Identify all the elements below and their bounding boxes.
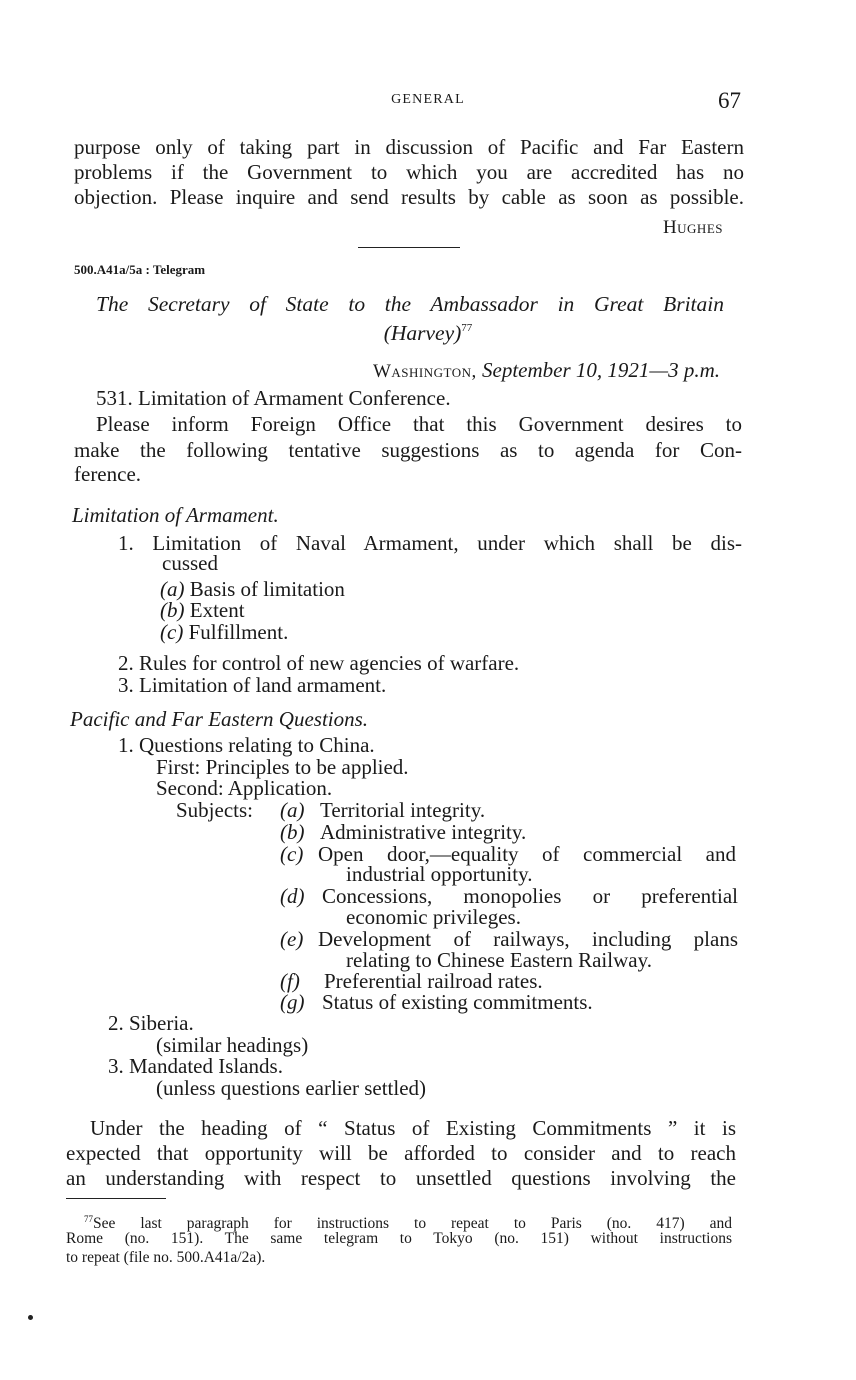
footnote-reference: 77: [461, 322, 473, 334]
text-line: Under the heading of “ Status of Existing Commitments ” it is: [90, 1116, 736, 1140]
subject-text: Preferential railroad rates.: [324, 969, 543, 993]
print-speck: [28, 1315, 33, 1320]
list-item: 1. Questions relating to China.: [118, 733, 375, 757]
document-separator: [358, 247, 460, 248]
sub-heading-second: Second: Application.: [156, 776, 333, 800]
date: September 10, 1921—3 p.m.: [482, 358, 720, 382]
list-item: 3. Limitation of land armament.: [118, 673, 387, 697]
subject-text: Administrative integrity.: [320, 820, 527, 844]
subject-mark: (f): [280, 969, 300, 993]
sub-item-text: Extent: [189, 598, 245, 622]
subject-mark: (c): [280, 842, 304, 866]
subject-text: Territorial integrity.: [320, 798, 486, 822]
subject-text-continuation: industrial opportunity.: [346, 862, 533, 886]
document-title: The Secretary of State to the Ambassador in Great Britain: [96, 292, 724, 316]
subject-text-continuation: economic privileges.: [346, 905, 521, 929]
text-line: ference.: [74, 462, 142, 486]
subject-mark: (d): [280, 884, 305, 908]
sub-item-mark: (b): [160, 598, 185, 622]
page-number: 67: [718, 88, 741, 113]
signature: Hughes: [662, 217, 723, 238]
subject-mark: (e): [280, 927, 304, 951]
subject-mark: (g): [280, 990, 305, 1014]
subjects-label: Subjects:: [176, 798, 253, 822]
sub-item: [160, 620, 288, 645]
list-item: 3. Mandated Islands.: [108, 1054, 283, 1078]
subject-text: Development of railways, including plans: [318, 927, 738, 951]
text-line: objection. Please inquire and send results by cable as soon as possible.: [74, 185, 744, 209]
text-line: Please inform Foreign Office that this Government desires to: [96, 412, 742, 436]
footnote-text: See last paragraph for instructions to repeat to Paris (no. 417) and: [93, 1215, 732, 1232]
sub-item-text: Fulfillment.: [188, 620, 289, 644]
dateline: [300, 358, 720, 384]
document-title-name: [0, 316, 856, 346]
footnote-line: Rome (no. 151). The same telegram to Tokyo (no. 151) without instructions: [66, 1230, 732, 1247]
text-line: purpose only of taking part in discussion of Pacific and Far Eastern: [74, 135, 744, 159]
list-item-note: (similar headings): [156, 1033, 309, 1057]
place: Washington,: [372, 361, 477, 382]
section-heading: Pacific and Far Eastern Questions.: [70, 707, 369, 731]
sub-item-mark: (c): [160, 620, 184, 644]
subject-mark: (b): [280, 820, 305, 844]
subject-text-continuation: relating to Chinese Eastern Railway.: [346, 948, 652, 972]
running-head: GENERAL: [391, 92, 465, 107]
addressee-name: (Harvey): [383, 321, 462, 345]
telegram-number-subject: 531. Limitation of Armament Conference.: [96, 386, 451, 410]
subject-text: Concessions, monopolies or preferential: [322, 884, 738, 908]
list-item: 1. Limitation of Naval Armament, under which shall be dis-: [118, 531, 742, 555]
section-heading: Limitation of Armament.: [72, 503, 279, 527]
text-line: expected that opportunity will be afforded to consider and to reach: [66, 1141, 736, 1165]
subject-mark: (a): [280, 798, 305, 822]
list-item: 2. Rules for control of new agencies of warfare.: [118, 651, 520, 675]
footnote-line: to repeat (file no. 500.A41a/2a).: [66, 1249, 266, 1266]
list-item-continuation: cussed: [162, 551, 218, 575]
subject-text: Open door,—equality of commercial and: [318, 842, 736, 866]
subject-text: Status of existing commitments.: [322, 990, 593, 1014]
footnote-number: 77: [84, 1214, 93, 1224]
sub-item-mark: (a): [160, 577, 185, 601]
sub-heading-first: First: Principles to be applied.: [156, 755, 409, 779]
list-item-note: (unless questions earlier settled): [156, 1076, 427, 1100]
text-line: problems if the Government to which you are accredited has no: [74, 160, 744, 184]
footnote-rule: [66, 1198, 166, 1199]
text-line: make the following tentative suggestions as to agenda for Con-: [74, 438, 742, 462]
list-item: 2. Siberia.: [108, 1011, 194, 1035]
sub-item-text: Basis of limitation: [189, 577, 345, 601]
file-reference: 500.A41a/5a : Telegram: [74, 262, 206, 277]
text-line: an understanding with respect to unsettled questions involving the: [66, 1166, 736, 1190]
